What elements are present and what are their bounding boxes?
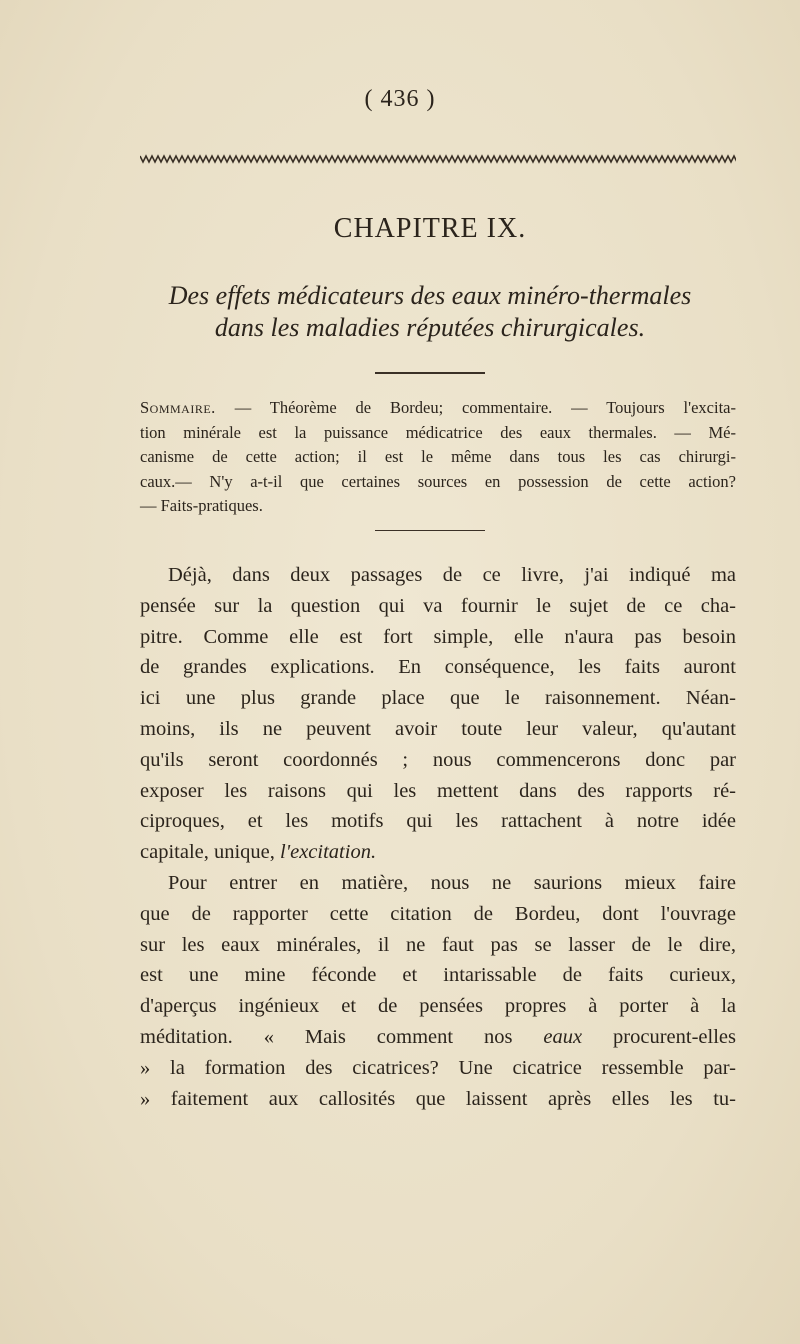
- emphasis-eaux: eaux: [543, 1025, 583, 1048]
- paragraph-1-line: exposer les raisons qui les mettent dans des rapports ré-: [140, 779, 736, 802]
- paragraph-2-line: Pour entrer en matière, nous ne saurions mieux faire: [168, 871, 736, 894]
- summary-label: Sommaire.: [140, 398, 216, 417]
- chapter-heading: CHAPITRE IX.: [333, 213, 527, 244]
- paragraph-2-line: » faitement aux callosités que laissent après elles les tu-: [140, 1087, 736, 1110]
- body-text: [140, 560, 736, 1114]
- summary-line: caux.— N'y a-t-il que certaines sources en possession de cette action?: [140, 471, 736, 491]
- summary-line: canisme de cette action; il est le même dans tous les cas chirurgi-: [140, 447, 736, 466]
- paragraph-1-line: de grandes explications. En conséquence, les faits auront: [140, 656, 736, 679]
- paragraph-2-line: d'aperçus ingénieux et de pensées propres à porter à la: [140, 995, 736, 1018]
- divider-rule-bottom: [375, 530, 485, 531]
- paragraph-2-line: est une mine féconde et intarissable de faits curieux,: [140, 964, 736, 987]
- paragraph-1-line: Déjà, dans deux passages de ce livre, j'ai indiqué ma: [168, 564, 736, 586]
- paragraph-1-line: moins, ils ne peuvent avoir toute leur valeur, qu'autant: [140, 717, 736, 740]
- paragraph-1-line: qu'ils seront coordonnés ; nous commencerons donc par: [140, 748, 736, 771]
- paragraph-1-line: pitre. Comme elle est fort simple, elle n'aura pas besoin: [140, 625, 736, 648]
- chapter-title-line-2: dans les maladies réputées chirurgicales.: [214, 313, 646, 342]
- paragraph-1-line: pensée sur la question qui va fournir le sujet de ce cha-: [140, 594, 736, 617]
- paragraph-2-line: sur les eaux minérales, il ne faut pas se lasser de le dire,: [140, 933, 736, 956]
- page-number: ( 436 ): [364, 86, 436, 112]
- summary-line: tion minérale est la puissance médicatrice des eaux thermales. — Mé-: [140, 422, 736, 442]
- emphasis-excitation: l'excitation.: [280, 841, 377, 864]
- paragraph-1-last-line: capitale, unique, l'excitation.: [140, 841, 377, 864]
- decorative-rule-ornament: [140, 152, 736, 166]
- paragraph-1-line: ciproques, et les motifs qui les rattachent à notre idée: [140, 810, 736, 833]
- chapter-summary: [140, 396, 736, 519]
- paragraph-2-line: méditation. « Mais comment nos eaux procurent-elles: [140, 1025, 736, 1048]
- summary-line: Sommaire. — Théorème de Bordeu; commentaire. — Toujours l'excita-: [140, 398, 736, 417]
- paragraph-1-line: ici une plus grande place que le raisonnement. Néan-: [140, 687, 736, 710]
- paragraph-2-line: que de rapporter cette citation de Bordeu, dont l'ouvrage: [140, 902, 736, 925]
- summary-line: — Faits-pratiques.: [140, 496, 263, 515]
- chapter-title-line-1: Des effets médicateurs des eaux minéro-thermales: [168, 281, 692, 310]
- paragraph-2-line: » la formation des cicatrices? Une cicatrice ressemble par-: [140, 1056, 736, 1079]
- divider-rule-top: [375, 372, 485, 374]
